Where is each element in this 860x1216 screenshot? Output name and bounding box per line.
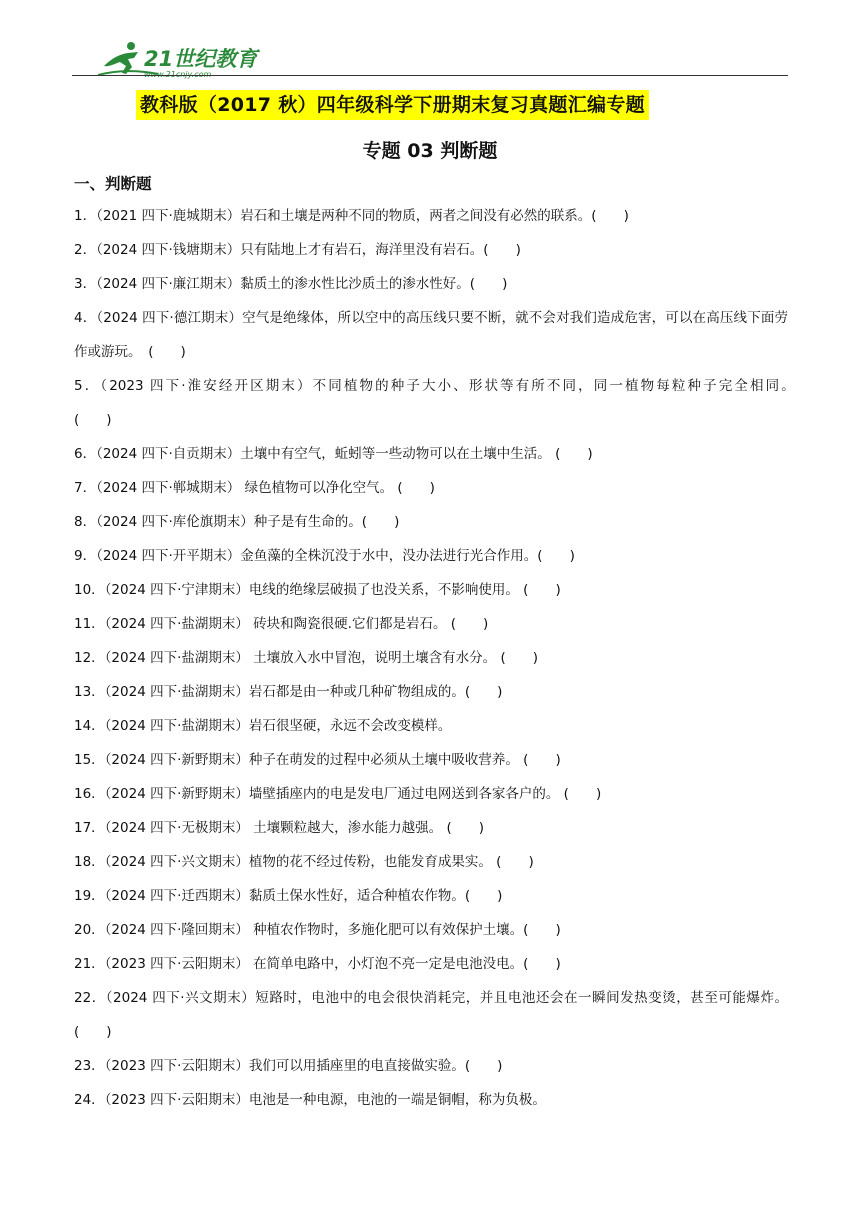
question-number: 22． <box>74 990 106 1006</box>
question-text: 植物的花不经过传粉，也能发育成果实。 ( ) <box>248 854 534 870</box>
question-source: （2024 四下·隆回期末） <box>104 922 249 938</box>
question-number: 11． <box>74 616 105 632</box>
question-item <box>74 1083 788 1117</box>
question-item <box>74 267 788 301</box>
question-number: 23． <box>74 1058 105 1074</box>
question-number: 6． <box>74 446 97 462</box>
question-text: 电池是一种电源，电池的一端是铜帽，称为负极。 <box>248 1092 546 1108</box>
question-text: 我们可以用插座里的电直接做实验。( ) <box>248 1058 503 1074</box>
question-item <box>74 233 788 267</box>
question-text: 种子是有生命的。( ) <box>253 514 400 530</box>
question-item <box>74 607 788 641</box>
question-item <box>74 437 788 471</box>
question-number: 16． <box>74 786 105 802</box>
question-text: 黏质土的渗水性比沙质土的渗水性好。( ) <box>240 276 508 292</box>
question-source: （2024 四下·盐湖期末） <box>104 718 249 734</box>
question-text: 电线的绝缘层破损了也没关系，不影响使用。 ( ) <box>248 582 561 598</box>
question-item <box>74 641 788 675</box>
question-number: 12． <box>74 650 105 666</box>
question-item <box>74 777 788 811</box>
question-source: （2024 四下·德江期末） <box>96 310 243 326</box>
question-source: （2024 四下·郸城期末） <box>96 480 241 496</box>
question-text: 绿色植物可以净化空气。 ( ) <box>240 480 435 496</box>
question-source: （2024 四下·钱塘期末） <box>96 242 241 258</box>
header-rule <box>72 75 788 76</box>
question-item <box>74 301 788 369</box>
question-text: 土壤放入水中冒泡，说明土壤含有水分。 ( ) <box>248 650 539 666</box>
question-source: （2024 四下·盐湖期末） <box>104 616 249 632</box>
question-item <box>74 743 788 777</box>
question-number: 7． <box>74 480 97 496</box>
logo-text: 21世纪教育 <box>144 47 258 71</box>
question-text: 砖块和陶瓷很硬.它们都是岩石。 ( ) <box>248 616 489 632</box>
document-title: 教科版（2017 秋）四年级科学下册期末复习真题汇编专题 <box>136 90 649 120</box>
question-number: 5． <box>74 378 101 394</box>
question-source: （2024 四下·新野期末） <box>104 786 249 802</box>
question-source: （2024 四下·兴文期末） <box>104 854 249 870</box>
question-source: （2023 四下·淮安经开区期末） <box>100 378 313 394</box>
question-item <box>74 505 788 539</box>
document-subtitle: 专题 03 判断题 <box>362 140 498 162</box>
question-source: （2024 四下·无极期末） <box>104 820 249 836</box>
question-text: 短路时，电池中的电会很快消耗完，并且电池还会在一瞬间发热变烫，甚至可能爆炸。( ) <box>74 990 788 1040</box>
question-text: 墙壁插座内的电是发电厂通过电网送到各家各户的。 ( ) <box>248 786 602 802</box>
question-number: 19． <box>74 888 105 904</box>
question-item <box>74 811 788 845</box>
question-text: 土壤中有空气，蚯蚓等一些动物可以在土壤中生活。 ( ) <box>240 446 593 462</box>
logo-url: www.21cnjy.com <box>144 70 212 79</box>
question-text: 不同植物的种子大小、形状等有所不同，同一植物每粒种子完全相同。 ( ) <box>74 378 856 428</box>
question-number: 1． <box>74 208 97 224</box>
question-source: （2024 四下·新野期末） <box>104 752 249 768</box>
question-text: 种子在萌发的过程中必须从土壤中吸收营养。 ( ) <box>248 752 561 768</box>
question-source: （2024 四下·开平期末） <box>96 548 241 564</box>
question-text: 岩石和土壤是两种不同的物质，两者之间没有必然的联系。( ) <box>240 208 629 224</box>
question-item <box>74 1049 788 1083</box>
question-number: 20． <box>74 922 105 938</box>
question-number: 9． <box>74 548 97 564</box>
question-number: 13． <box>74 684 105 700</box>
question-item <box>74 879 788 913</box>
question-source: （2024 四下·库伦旗期末） <box>96 514 254 530</box>
question-source: （2024 四下·宁津期末） <box>104 582 249 598</box>
question-source: （2024 四下·自贡期末） <box>96 446 241 462</box>
question-item <box>74 845 788 879</box>
question-list <box>74 199 856 1117</box>
question-item <box>74 913 788 947</box>
question-text: 只有陆地上才有岩石，海洋里没有岩石。( ) <box>240 242 521 258</box>
question-text: 黏质土保水性好，适合种植农作物。( ) <box>248 888 503 904</box>
question-number: 4． <box>74 310 97 326</box>
question-item <box>74 573 788 607</box>
question-text: 空气是绝缘体，所以空中的高压线只要不断，就不会对我们造成危害，可以在高压线下面劳作或游玩。 ( ) <box>74 310 788 360</box>
question-source: （2024 四下·盐湖期末） <box>104 684 249 700</box>
question-source: （2024 四下·迁西期末） <box>104 888 249 904</box>
question-item <box>74 675 788 709</box>
question-source: （2024 四下·兴文期末） <box>105 990 256 1006</box>
question-number: 2． <box>74 242 97 258</box>
question-number: 8． <box>74 514 97 530</box>
question-number: 21． <box>74 956 105 972</box>
question-number: 24． <box>74 1092 105 1108</box>
question-item <box>74 539 788 573</box>
question-item <box>74 369 856 437</box>
question-item <box>74 947 788 981</box>
question-number: 15． <box>74 752 105 768</box>
running-person-logo-icon <box>98 40 268 80</box>
question-text: 土壤颗粒越大，渗水能力越强。 ( ) <box>248 820 485 836</box>
question-item <box>74 471 788 505</box>
question-source: （2023 四下·云阳期末） <box>104 956 249 972</box>
question-text: 岩石很坚硬，永远不会改变模样。 <box>248 718 452 734</box>
question-item <box>74 199 788 233</box>
question-number: 10． <box>74 582 105 598</box>
site-logo <box>98 40 268 80</box>
question-number: 3． <box>74 276 97 292</box>
section-heading: 一、判断题 <box>74 175 152 193</box>
question-item <box>74 981 788 1049</box>
question-text: 在简单电路中，小灯泡不亮一定是电池没电。( ) <box>248 956 561 972</box>
question-source: （2021 四下·鹿城期末） <box>96 208 241 224</box>
question-number: 17． <box>74 820 105 836</box>
question-number: 18． <box>74 854 105 870</box>
question-source: （2024 四下·廉江期末） <box>96 276 241 292</box>
question-text: 岩石都是由一种或几种矿物组成的。( ) <box>248 684 503 700</box>
question-number: 14． <box>74 718 105 734</box>
question-text: 金鱼藻的全株沉没于水中，没办法进行光合作用。( ) <box>240 548 575 564</box>
question-source: （2024 四下·盐湖期末） <box>104 650 249 666</box>
question-source: （2023 四下·云阳期末） <box>104 1092 249 1108</box>
question-item <box>74 709 788 743</box>
question-text: 种植农作物时，多施化肥可以有效保护土壤。( ) <box>248 922 561 938</box>
question-source: （2023 四下·云阳期末） <box>104 1058 249 1074</box>
